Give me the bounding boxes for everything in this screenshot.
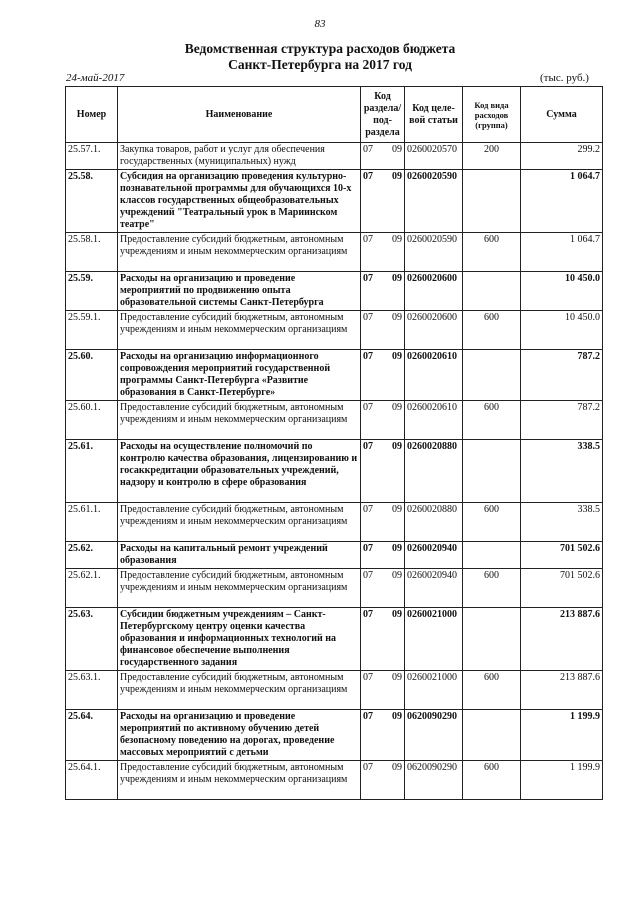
row-section: 07 09	[361, 671, 405, 710]
row-sum: 338.5	[521, 503, 603, 542]
document-date: 24-май-2017	[66, 72, 125, 84]
row-name: Расходы на организацию информационного сопровождения мероприятий государственной программы Санкт-Петербурга «Развитие образования в Санкт-Петербурге»	[118, 350, 361, 401]
row-expense-type: 600	[463, 671, 521, 710]
header-sum: Сумма	[521, 87, 603, 143]
row-expense-type	[463, 440, 521, 503]
row-sum: 10 450.0	[521, 272, 603, 311]
row-expense-type: 600	[463, 503, 521, 542]
row-section: 07 09	[361, 272, 405, 311]
units-label: (тыс. руб.)	[540, 72, 589, 84]
row-expense-type	[463, 350, 521, 401]
row-number: 25.63.1.	[66, 671, 118, 710]
table-row	[66, 710, 603, 761]
row-expense-type: 600	[463, 311, 521, 350]
row-name: Расходы на организацию и проведение мероприятий по продвижению опыта образовательной системы Санкт-Петербурга	[118, 272, 361, 311]
table-row	[66, 542, 603, 569]
table-row	[66, 350, 603, 401]
row-expense-type	[463, 542, 521, 569]
row-sum: 1 199.9	[521, 761, 603, 800]
row-expense-type	[463, 272, 521, 311]
row-target: 0620090290	[405, 761, 463, 800]
row-name: Предоставление субсидий бюджетным, автономным учреждениям и иным некоммерческим организациям	[118, 503, 361, 542]
budget-table	[65, 86, 603, 800]
row-number: 25.64.1.	[66, 761, 118, 800]
row-expense-type: 200	[463, 143, 521, 170]
row-target: 0260020940	[405, 542, 463, 569]
row-section: 07 09	[361, 608, 405, 671]
row-expense-type: 600	[463, 761, 521, 800]
table-row	[66, 569, 603, 608]
row-number: 25.58.	[66, 170, 118, 233]
table-row	[66, 761, 603, 800]
row-target: 0260020600	[405, 272, 463, 311]
header-number: Номер	[66, 87, 118, 143]
row-section: 07 09	[361, 710, 405, 761]
header-target: Код целе-вой статьи	[405, 87, 463, 143]
row-sum: 338.5	[521, 440, 603, 503]
row-target: 0260020570	[405, 143, 463, 170]
row-expense-type: 600	[463, 569, 521, 608]
row-target: 0260021000	[405, 671, 463, 710]
title-line-1: Ведомственная структура расходов бюджета	[184, 41, 456, 56]
row-sum: 213 887.6	[521, 671, 603, 710]
row-name: Предоставление субсидий бюджетным, автономным учреждениям и иным некоммерческим организациям	[118, 569, 361, 608]
row-section: 07 09	[361, 440, 405, 503]
row-sum: 701 502.6	[521, 569, 603, 608]
row-number: 25.57.1.	[66, 143, 118, 170]
table-row	[66, 503, 603, 542]
table-row	[66, 671, 603, 710]
row-sum: 1 064.7	[521, 170, 603, 233]
row-section: 07 09	[361, 311, 405, 350]
row-expense-type: 600	[463, 233, 521, 272]
table-row	[66, 401, 603, 440]
row-section: 07 09	[361, 143, 405, 170]
header-expense-type: Код вида расходов (группа)	[463, 87, 521, 143]
row-section: 07 09	[361, 401, 405, 440]
row-target: 0620090290	[405, 710, 463, 761]
row-name: Закупка товаров, работ и услуг для обеспечения государственных (муниципальных) нужд	[118, 143, 361, 170]
table-row	[66, 233, 603, 272]
row-target: 0260020590	[405, 170, 463, 233]
table-row	[66, 608, 603, 671]
row-sum: 1 064.7	[521, 233, 603, 272]
table-row	[66, 170, 603, 233]
row-number: 25.64.	[66, 710, 118, 761]
row-number: 25.60.	[66, 350, 118, 401]
row-target: 0260020590	[405, 233, 463, 272]
row-sum: 701 502.6	[521, 542, 603, 569]
row-sum: 787.2	[521, 350, 603, 401]
row-name: Предоставление субсидий бюджетным, автономным учреждениям и иным некоммерческим организациям	[118, 311, 361, 350]
row-number: 25.61.1.	[66, 503, 118, 542]
row-expense-type	[463, 170, 521, 233]
row-number: 25.63.	[66, 608, 118, 671]
header-name: Наименование	[118, 87, 361, 143]
row-name: Предоставление субсидий бюджетным, автономным учреждениям и иным некоммерческим организациям	[118, 761, 361, 800]
row-section: 07 09	[361, 542, 405, 569]
row-name: Расходы на организацию и проведение мероприятий по активному обучению детей безопасному поведению на дорогах, проведение массовых мероприятий с детьми	[118, 710, 361, 761]
title-line-2: Санкт-Петербурга на 2017 год	[228, 57, 412, 72]
row-name: Расходы на осуществление полномочий по контролю качества образования, лицензированию и госаккредитации образовательных учреждений, надзору и контролю в сфере образования	[118, 440, 361, 503]
row-target: 0260020610	[405, 350, 463, 401]
row-target: 0260021000	[405, 608, 463, 671]
row-section: 07 09	[361, 233, 405, 272]
row-name: Субсидии бюджетным учреждениям – Санкт-Петербургскому центру оценки качества образования и информационных технологий на финансовое обеспечение выполнения государственного задания	[118, 608, 361, 671]
row-number: 25.61.	[66, 440, 118, 503]
document-title	[0, 41, 640, 73]
row-target: 0260020880	[405, 440, 463, 503]
row-name: Предоставление субсидий бюджетным, автономным учреждениям и иным некоммерческим организациям	[118, 401, 361, 440]
row-target: 0260020880	[405, 503, 463, 542]
row-target: 0260020940	[405, 569, 463, 608]
row-expense-type	[463, 608, 521, 671]
row-sum: 10 450.0	[521, 311, 603, 350]
row-sum: 213 887.6	[521, 608, 603, 671]
row-section: 07 09	[361, 170, 405, 233]
row-expense-type: 600	[463, 401, 521, 440]
table-row	[66, 440, 603, 503]
row-target: 0260020600	[405, 311, 463, 350]
page-number: 83	[314, 18, 326, 30]
row-number: 25.62.1.	[66, 569, 118, 608]
table-row	[66, 311, 603, 350]
row-section: 07 09	[361, 350, 405, 401]
row-number: 25.59.	[66, 272, 118, 311]
row-name: Субсидия на организацию проведения культурно-познавательной программы для обучающихся 10-х классов государственных общеобразовательных учреждений "Театральный урок в Мариинском театре"	[118, 170, 361, 233]
row-sum: 787.2	[521, 401, 603, 440]
row-section: 07 09	[361, 503, 405, 542]
row-sum: 299.2	[521, 143, 603, 170]
table-row	[66, 272, 603, 311]
row-number: 25.60.1.	[66, 401, 118, 440]
row-number: 25.62.	[66, 542, 118, 569]
row-name: Предоставление субсидий бюджетным, автономным учреждениям и иным некоммерческим организациям	[118, 671, 361, 710]
header-section: Код раздела/ под-раздела	[361, 87, 405, 143]
row-section: 07 09	[361, 761, 405, 800]
row-section: 07 09	[361, 569, 405, 608]
row-sum: 1 199.9	[521, 710, 603, 761]
row-name: Расходы на капитальный ремонт учреждений образования	[118, 542, 361, 569]
row-number: 25.58.1.	[66, 233, 118, 272]
row-name: Предоставление субсидий бюджетным, автономным учреждениям и иным некоммерческим организациям	[118, 233, 361, 272]
table-header-row	[66, 87, 603, 143]
row-target: 0260020610	[405, 401, 463, 440]
row-number: 25.59.1.	[66, 311, 118, 350]
table-row	[66, 143, 603, 170]
row-expense-type	[463, 710, 521, 761]
